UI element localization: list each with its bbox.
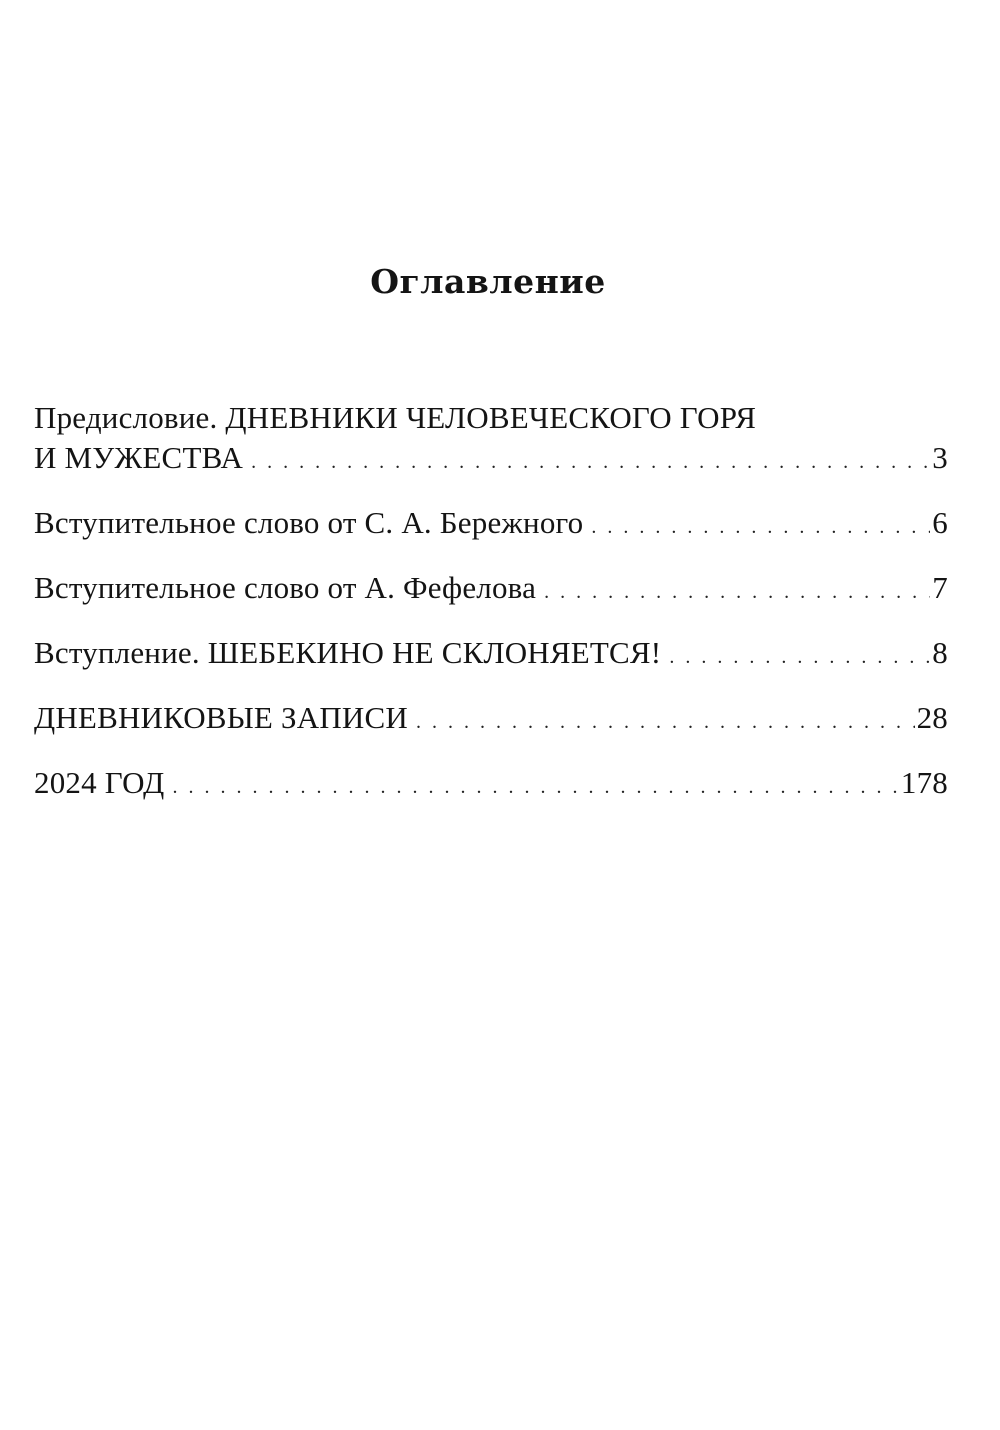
dot-leader <box>669 637 930 677</box>
toc-entry-foreword-berezhnoy <box>34 503 948 547</box>
toc-page-number: 178 <box>900 765 948 800</box>
toc-entry-title-continued: И МУЖЕСТВА <box>34 440 244 475</box>
toc-entry-title: Вступление. ШЕБЕКИНО НЕ СКЛОНЯЕТСЯ! <box>34 635 662 670</box>
toc-entry-row <box>34 503 948 547</box>
toc-title: Оглавление <box>370 262 606 301</box>
toc-page-number: 8 <box>932 635 948 670</box>
dot-leader <box>591 507 930 547</box>
toc-entry-title: Вступительное слово от С. А. Бережного <box>34 505 584 540</box>
toc-entry-row <box>34 633 948 677</box>
toc-entry-diary-notes <box>34 698 948 742</box>
toc-entry-title: Вступительное слово от А. Фефелова <box>34 570 537 605</box>
toc-entry-foreword-fefelov <box>34 568 948 612</box>
toc-entry-title: ДНЕВНИКОВЫЕ ЗАПИСИ <box>34 700 408 735</box>
toc-entry-row <box>34 763 948 807</box>
toc-entry-row <box>34 698 948 742</box>
toc-page-number: 3 <box>932 440 948 475</box>
toc-entry-introduction <box>34 633 948 677</box>
dot-leader <box>173 767 899 807</box>
toc-page-number: 28 <box>916 700 948 735</box>
toc-entry-row <box>34 568 948 612</box>
toc-entry-row <box>34 438 948 482</box>
toc-entry-preface <box>34 398 948 482</box>
toc-page-number: 6 <box>932 505 948 540</box>
dot-leader <box>251 442 930 482</box>
dot-leader <box>416 702 915 742</box>
toc-entry-title: Предисловие. ДНЕВНИКИ ЧЕЛОВЕЧЕСКОГО ГОРЯ <box>34 400 757 435</box>
dot-leader <box>544 572 930 612</box>
toc-list <box>34 398 948 807</box>
toc-entry-title: 2024 ГОД <box>34 765 165 800</box>
toc-entry-year-2024 <box>34 763 948 807</box>
toc-page-number: 7 <box>932 570 948 605</box>
